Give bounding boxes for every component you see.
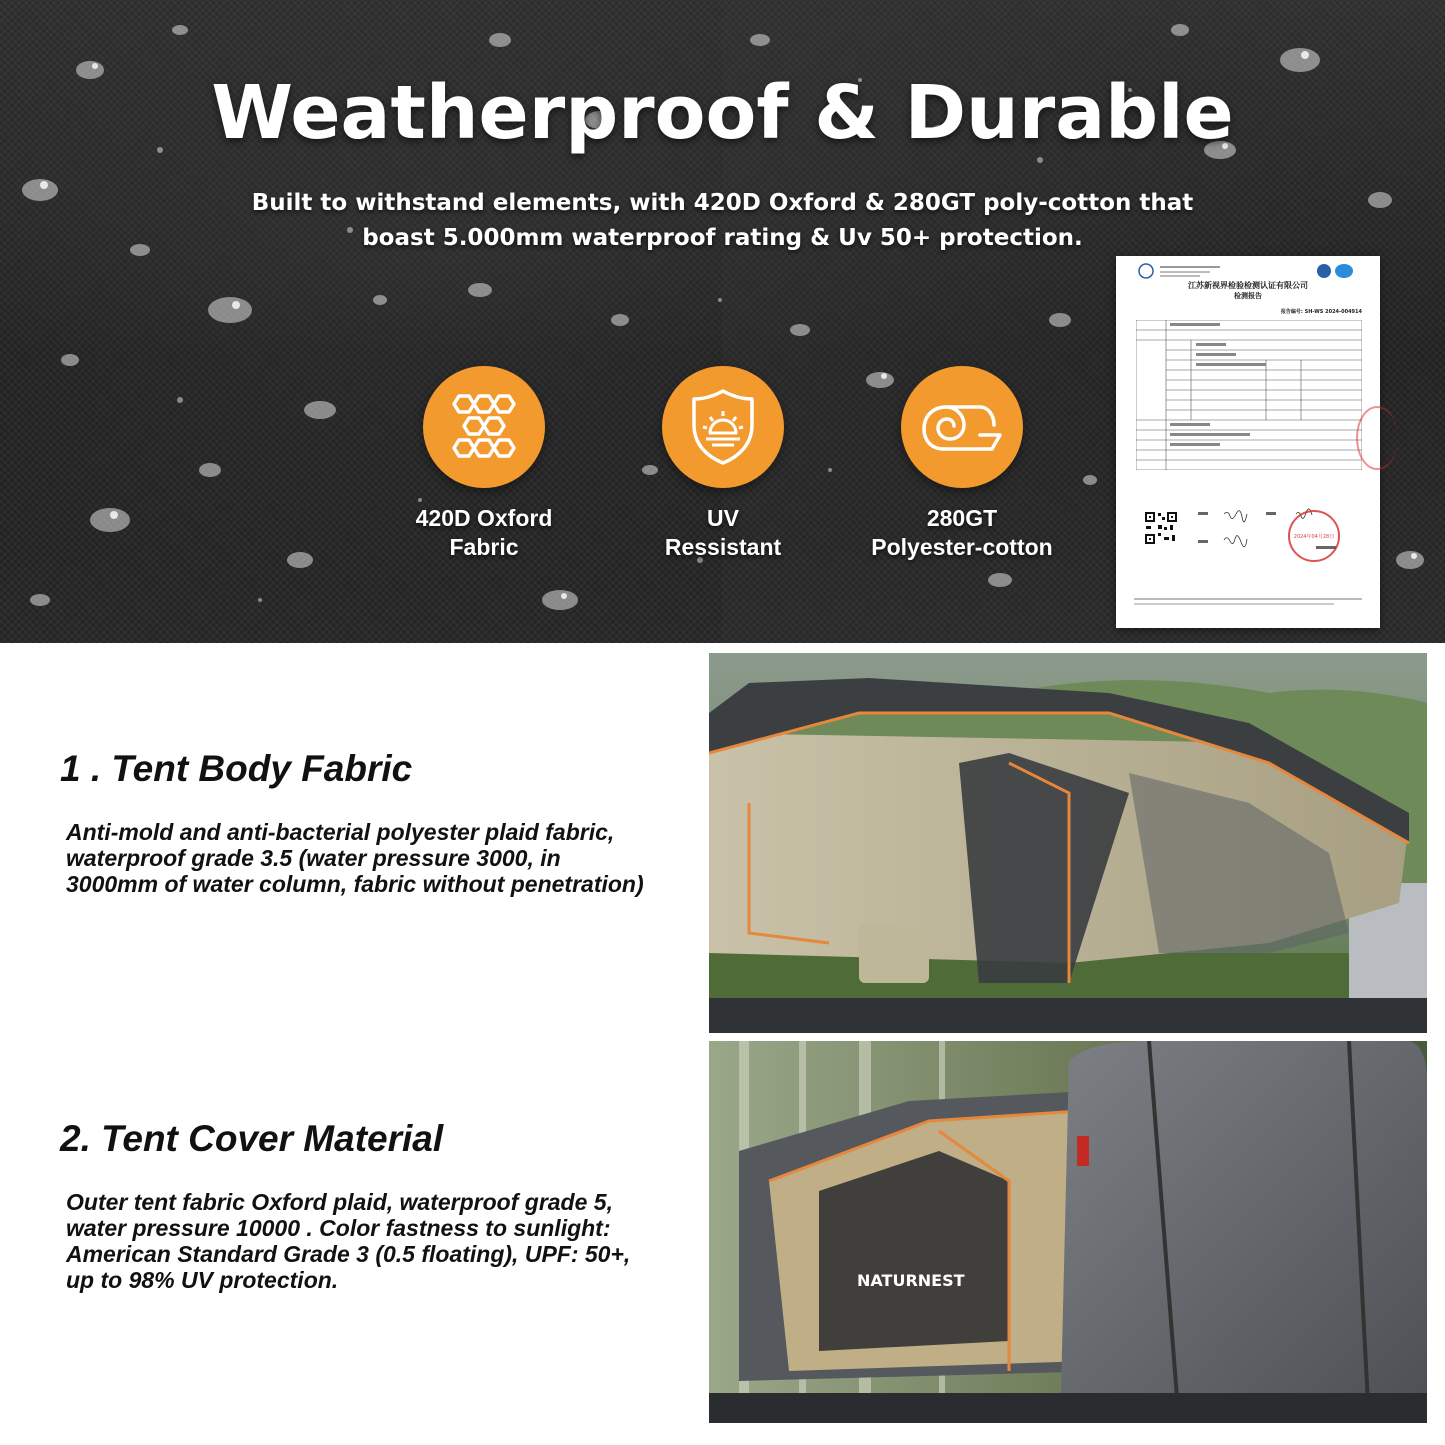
hero-banner (0, 0, 1445, 643)
brand-logo-text: NATURNEST (857, 1271, 965, 1290)
red-seal-partial (1356, 406, 1398, 470)
photo-tent-body (709, 653, 1427, 1033)
feature-label: 280GT Polyester-cotton (871, 505, 1053, 560)
hero-title: Weatherproof & Durable (211, 70, 1234, 156)
certificate-footnote (1134, 596, 1362, 610)
section-text-tent-body: Anti-mold and anti-bacterial polyester plaid fabric, waterproof grade 3.5 (water pressure 3000, in 3000mm of water column, fabric without penetration) (66, 819, 644, 897)
test-report-certificate (1116, 256, 1380, 628)
certification-logos-icon (1134, 262, 1362, 280)
photo-tent-cover (709, 1041, 1427, 1423)
feature-oxford-fabric (364, 366, 604, 562)
qr-code-icon (1144, 511, 1178, 545)
section-heading-tent-body: 1 . Tent Body Fabric (60, 748, 413, 789)
feature-label: 420D Oxford Fabric (415, 505, 553, 560)
feature-uv-resistant (603, 366, 843, 562)
section-heading-tent-cover: 2. Tent Cover Material (60, 1118, 444, 1159)
hero-subtitle: Built to withstand elements, with 420D Oxford & 280GT poly-cotton that boast 5.000mm waterproof rating & Uv 50+ protection. (251, 190, 1194, 251)
section-text-tent-cover: Outer tent fabric Oxford plaid, waterproof grade 5, water pressure 10000 . Color fastness to sunlight: American Standard Grade 3 (0.5 floating), UPF: 50+, up to 98% UV protection. (66, 1189, 631, 1293)
feature-label: UV Ressistant (664, 505, 782, 560)
honeycomb-icon (423, 366, 545, 488)
feature-polyester-cotton (842, 366, 1082, 562)
sun-shield-icon (662, 366, 784, 488)
certificate-report-number: 报告编号: SH-WS 2024-004914 (1280, 309, 1362, 315)
red-seal-stamp: 2024年04月28日 (1288, 510, 1340, 562)
certificate-table (1136, 320, 1362, 470)
fabric-roll-icon (901, 366, 1023, 488)
certificate-subtitle: 检测报告 (1234, 292, 1262, 300)
certificate-title: 江苏新视界检验检测认证有限公司 (1188, 281, 1308, 290)
